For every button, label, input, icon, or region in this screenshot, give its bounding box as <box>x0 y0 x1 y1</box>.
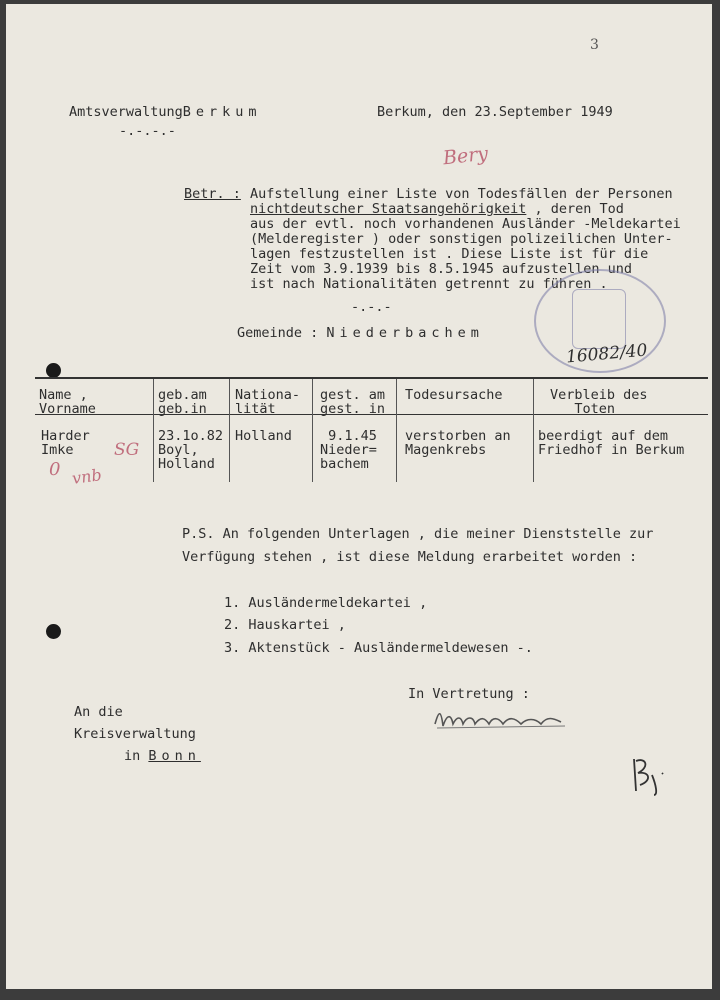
table-cell-nationality: Holland <box>235 428 292 444</box>
punch-hole-top <box>46 363 61 378</box>
subject-line-2: nichtdeutscher Staatsangehörigkeit , deren Tod <box>250 201 624 217</box>
sender-divider: -.-.-.- <box>119 123 176 139</box>
ps-list-item: 3. Aktenstück - Ausländermeldewesen -. <box>224 640 533 656</box>
punch-hole-bottom <box>46 624 61 639</box>
sender-office: AmtsverwaltungBerkum <box>69 104 262 120</box>
table-col-divider <box>533 379 534 482</box>
page-number: 3 <box>590 37 599 53</box>
table-header-death: gest. am gest. in <box>320 387 386 417</box>
representation-line: In Vertretung : <box>408 686 530 702</box>
table-col-divider <box>153 379 154 482</box>
table-col-divider <box>312 379 313 482</box>
red-annotation-sg: SG <box>114 440 140 460</box>
recipient-line-3: in Bonn <box>124 748 201 764</box>
ps-list-item: 1. Ausländermeldekartei , <box>224 595 428 611</box>
handwritten-initials <box>628 751 672 801</box>
red-annotation-top: Bery <box>441 142 490 170</box>
handwritten-signature <box>431 704 571 738</box>
subject-line-3: aus der evtl. noch vorhandenen Ausländer -Meldekartei <box>250 216 681 232</box>
table-col-divider <box>396 379 397 482</box>
subject-line-1: Aufstellung einer Liste von Todesfällen der Personen <box>250 186 673 202</box>
table-cell-name: Harder Imke <box>41 428 90 458</box>
table-rule-top <box>35 377 708 379</box>
ps-line-1: P.S. An folgenden Unterlagen , die meiner Dienststelle zur <box>182 526 654 542</box>
table-header-name: Name , Vorname <box>39 387 96 417</box>
table-header-cause: Todesursache <box>405 387 503 403</box>
table-cell-cause: verstorben an Magenkrebs <box>405 428 511 458</box>
table-header-remains: Verbleib des Toten <box>550 387 648 417</box>
subject-line-5: lagen festzustellen ist . Diese Liste ist für die <box>250 246 649 262</box>
red-annotation-initials: vnb <box>70 465 103 488</box>
table-header-birth: geb.am geb.in <box>158 387 207 417</box>
file-number-annotation: 16082/40 <box>565 340 649 368</box>
subject-line-4: (Melderegister ) oder sonstigen polizeilichen Unter- <box>250 231 673 247</box>
table-cell-birth: 23.1o.82 Boyl, Holland <box>158 428 224 472</box>
table-cell-remains: beerdigt auf dem Friedhof in Berkum <box>538 428 685 458</box>
ps-list-item: 2. Hauskartei , <box>224 617 346 633</box>
table-col-divider <box>229 379 230 482</box>
subject-line-7: ist nach Nationalitäten getrennt zu führen . <box>250 276 608 292</box>
section-divider: -.-.- <box>351 299 392 315</box>
table-cell-death: 9.1.45 Nieder= bachem <box>320 428 377 472</box>
subject-label: Betr. : <box>184 186 241 202</box>
subject-line-6: Zeit vom 3.9.1939 bis 8.5.1945 aufzustellen und <box>250 261 633 277</box>
document-page <box>6 4 712 989</box>
recipient-line-1: An die <box>74 704 123 720</box>
municipality-line: Gemeinde : Niederbachem <box>237 325 484 341</box>
ps-line-2: Verfügung stehen , ist diese Meldung erarbeitet worden : <box>182 549 638 565</box>
recipient-line-2: Kreisverwaltung <box>74 726 196 742</box>
red-annotation-zero: 0 <box>49 459 61 480</box>
table-header-nationality: Nationa- lität <box>235 387 301 417</box>
date-line: Berkum, den 23.September 1949 <box>377 104 613 120</box>
